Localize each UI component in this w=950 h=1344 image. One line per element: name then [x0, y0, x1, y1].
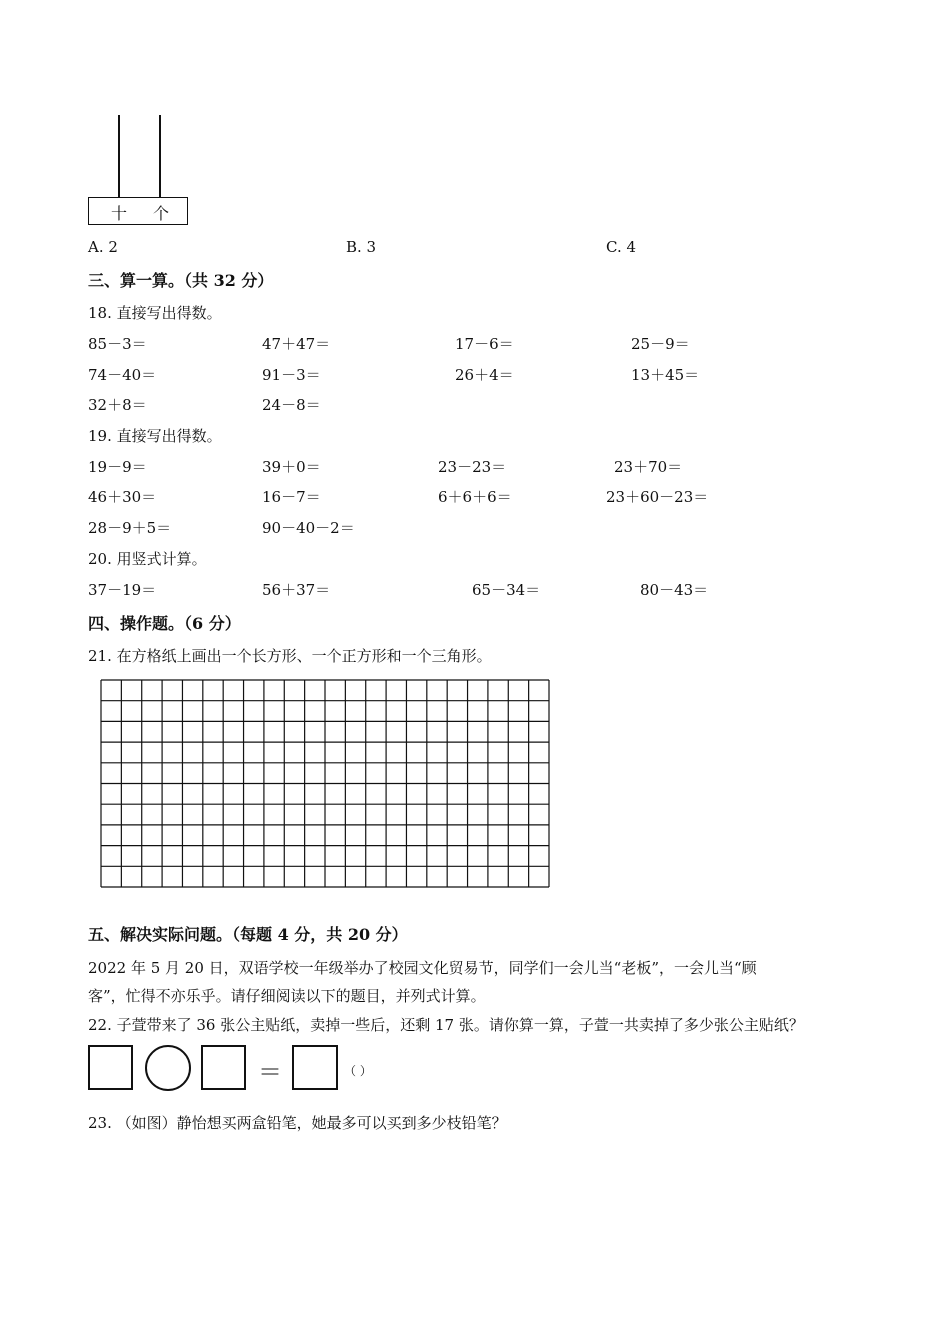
- equals-sign: ＝: [258, 1058, 282, 1086]
- q18-item: 26＋4＝: [455, 366, 514, 384]
- q18-item: 91－3＝: [262, 366, 321, 384]
- abacus-ones-label: 个: [153, 204, 170, 223]
- abacus-rod-tens: [118, 115, 120, 198]
- q19-label: 19. 直接写出得数。: [88, 427, 222, 445]
- q18-item: 32＋8＝: [88, 396, 147, 414]
- q23-label: 23. （如图）静怡想买两盒铅笔，她最多可以买到多少枝铅笔？: [88, 1114, 507, 1132]
- answer-box-result[interactable]: [292, 1045, 338, 1090]
- q17-option-b[interactable]: B. 3: [346, 238, 377, 256]
- q18-item: 85－3＝: [88, 335, 147, 353]
- q18-item: 25－9＝: [631, 335, 690, 353]
- q19-item: 6＋6＋6＝: [438, 488, 512, 506]
- q17-option-a[interactable]: A. 2: [88, 238, 118, 256]
- q19-item: 28－9＋5＝: [88, 519, 172, 537]
- section5-title: 五、解决实际问题。（每题 4 分，共 20 分）: [88, 925, 408, 944]
- section3-title: 三、算一算。（共 32 分）: [88, 271, 274, 290]
- q19-item: 46＋30＝: [88, 488, 157, 506]
- q19-item: 23＋60－23＝: [606, 488, 709, 506]
- abacus-base: [88, 197, 188, 225]
- intro-line-2: 客”，忙得不亦乐乎。请仔细阅读以下的题目，并列式计算。: [88, 987, 486, 1005]
- q18-item: 24－8＝: [262, 396, 321, 414]
- q19-item: 90－40－2＝: [262, 519, 355, 537]
- q20-label: 20. 用竖式计算。: [88, 550, 207, 568]
- answer-box-1[interactable]: [88, 1045, 133, 1090]
- q18-item: 17－6＝: [455, 335, 514, 353]
- operator-circle[interactable]: [145, 1045, 191, 1091]
- q18-item: 47＋47＝: [262, 335, 331, 353]
- square-grid-paper[interactable]: [100, 679, 550, 888]
- q20-item: 56＋37＝: [262, 581, 331, 599]
- answer-box-2[interactable]: [201, 1045, 246, 1090]
- q18-item: 74－40＝: [88, 366, 157, 384]
- q20-item: 37－19＝: [88, 581, 157, 599]
- q19-item: 39＋0＝: [262, 458, 321, 476]
- q19-item: 16－7＝: [262, 488, 321, 506]
- q18-label: 18. 直接写出得数。: [88, 304, 222, 322]
- q21-label: 21. 在方格纸上画出一个长方形、一个正方形和一个三角形。: [88, 647, 492, 665]
- q20-item: 65－34＝: [472, 581, 541, 599]
- q19-item: 23－23＝: [438, 458, 507, 476]
- abacus-tens-label: 十: [111, 204, 128, 223]
- q18-item: 13＋45＝: [631, 366, 700, 384]
- q20-item: 80－43＝: [640, 581, 709, 599]
- abacus-rod-ones: [159, 115, 161, 198]
- q19-item: 23＋70＝: [614, 458, 683, 476]
- q22-label: 22. 子萱带来了 36 张公主贴纸，卖掉一些后，还剩 17 张。请你算一算，子萱一共卖掉了多少张公主贴纸？: [88, 1016, 804, 1034]
- intro-line-1: 2022 年 5 月 20 日，双语学校一年级举办了校园文化贸易节，同学们一会儿当“老板”，一会儿当“顾: [88, 959, 757, 977]
- section4-title: 四、操作题。（6 分）: [88, 614, 241, 633]
- q19-item: 19－9＝: [88, 458, 147, 476]
- unit-bracket[interactable]: （ ）: [344, 1064, 372, 1078]
- q17-option-c[interactable]: C. 4: [606, 238, 637, 256]
